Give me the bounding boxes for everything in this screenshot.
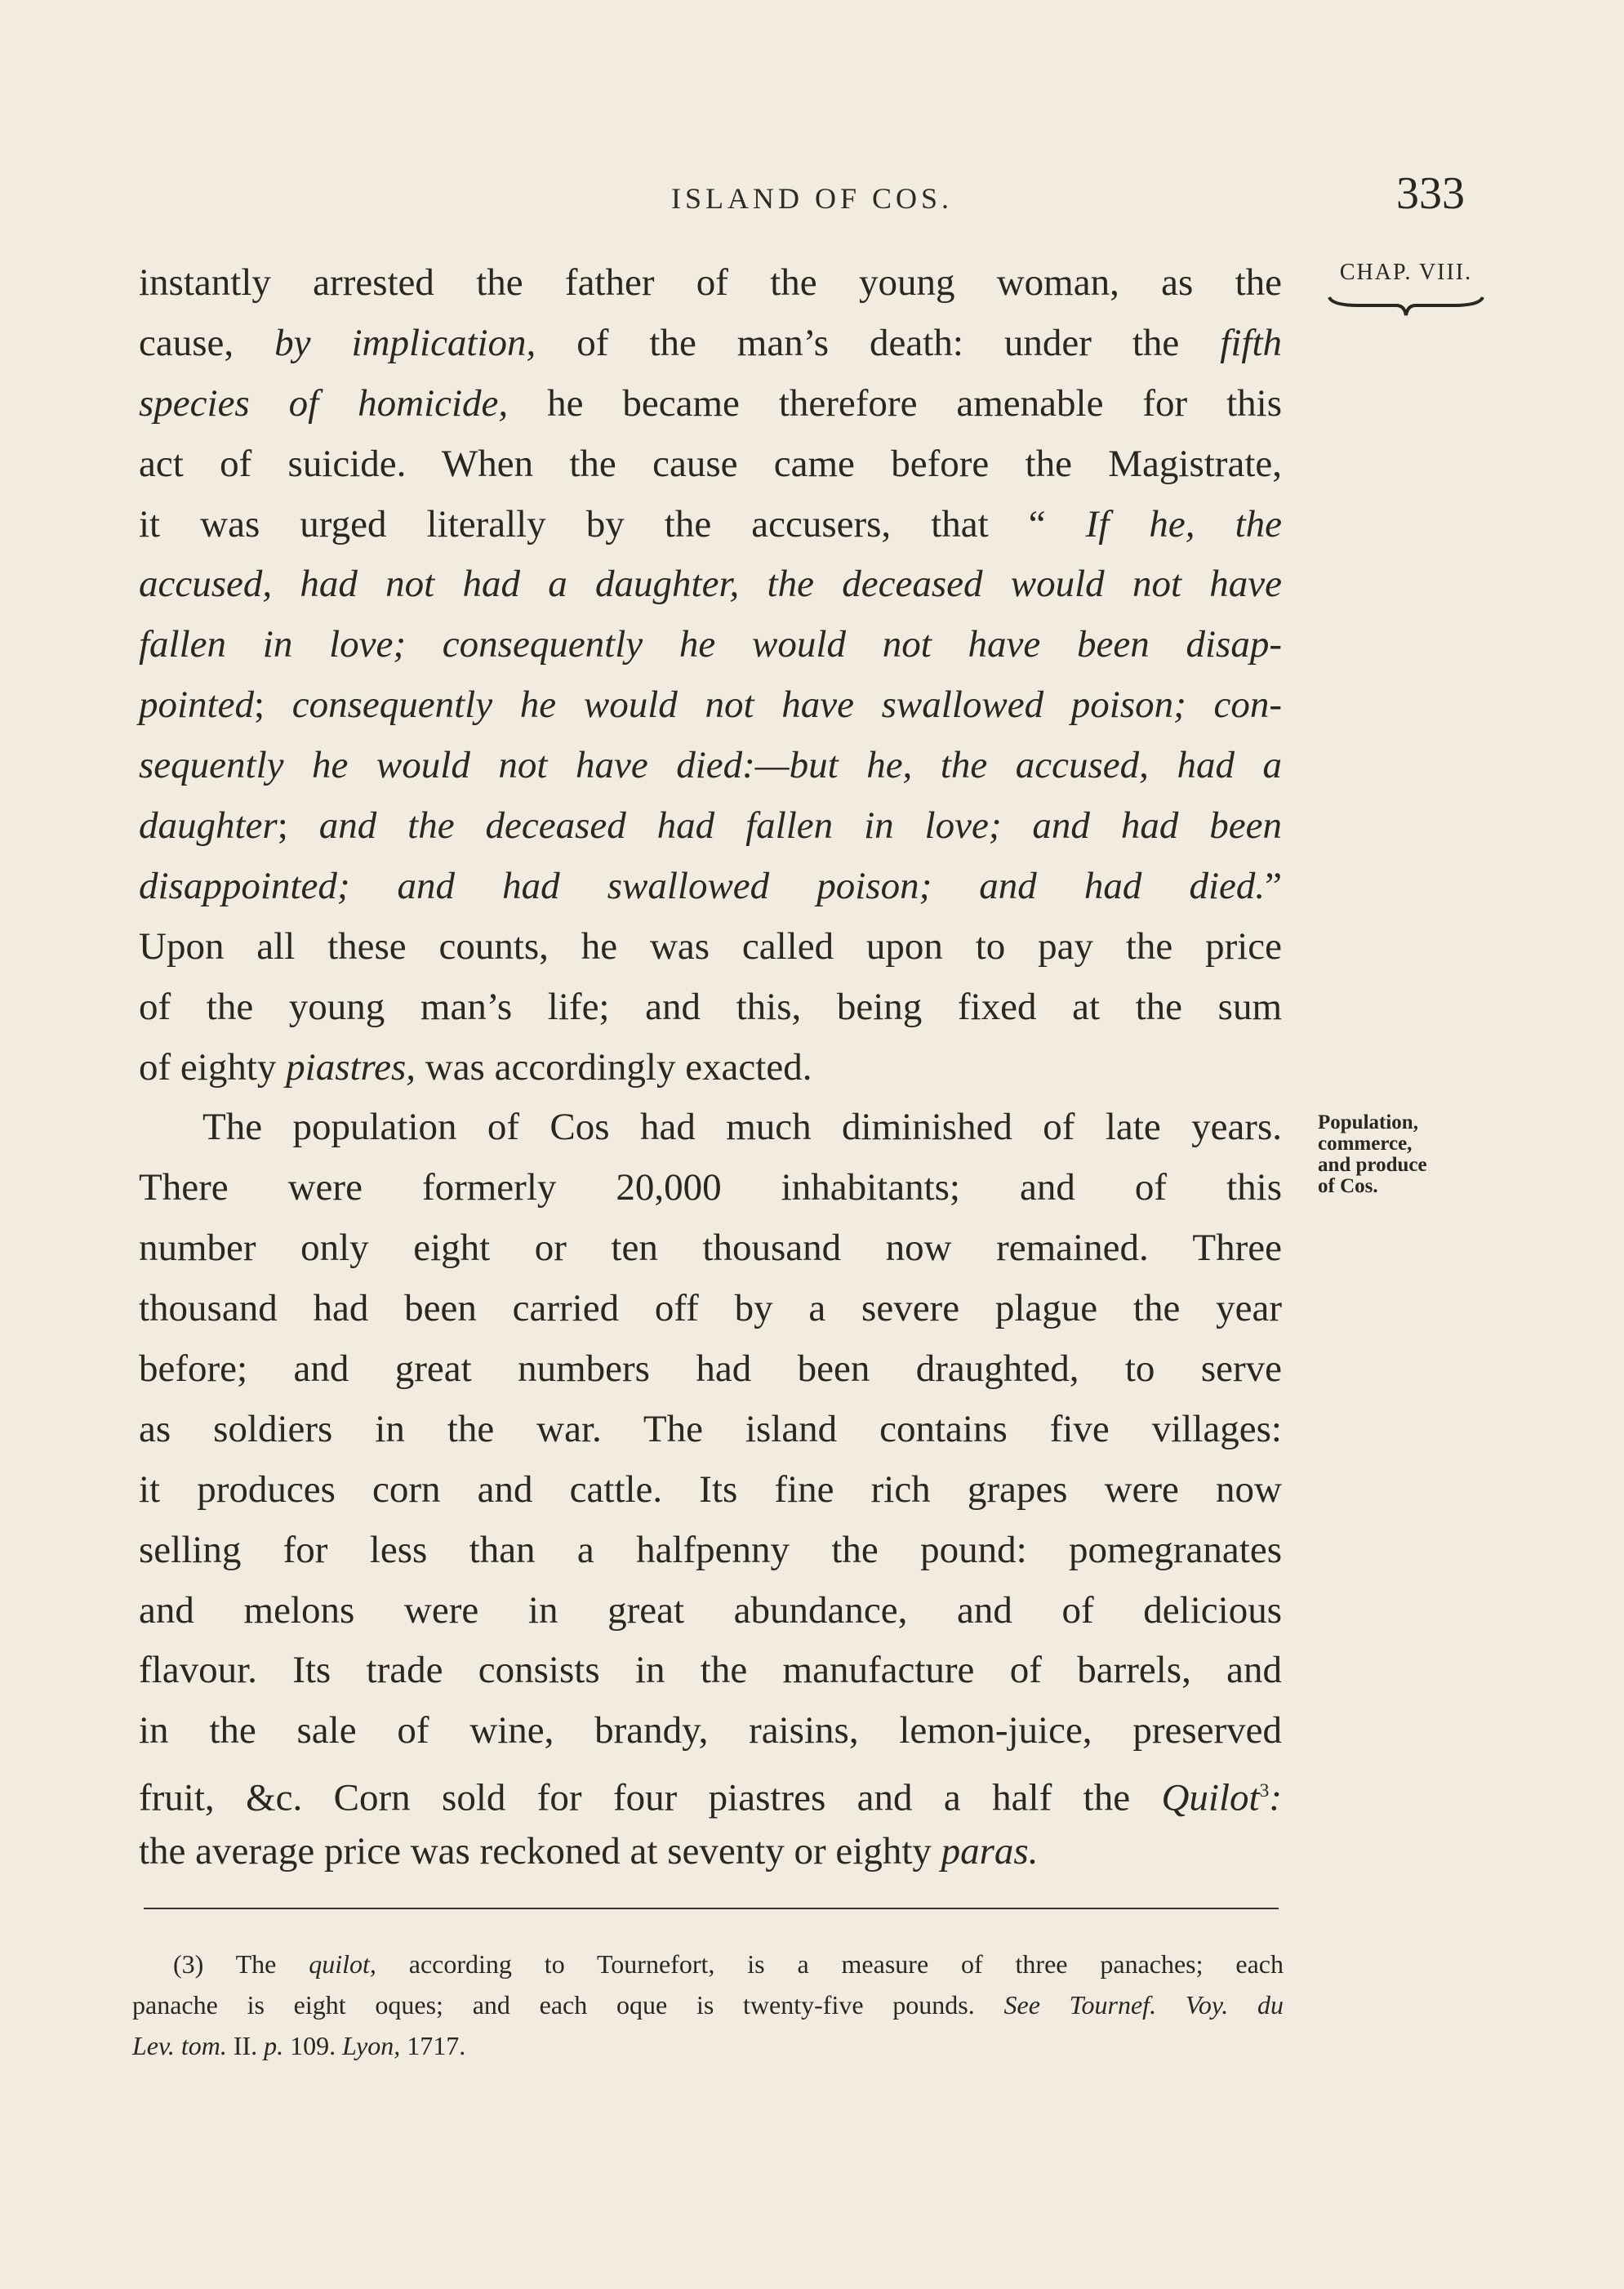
text-line: The population of Cos had much diminished of late years. xyxy=(202,1106,1282,1149)
footnote-line: panache is eight oques; and each oque is twenty-five pounds. See Tournef. Voy. du xyxy=(132,1990,1284,2020)
text-line: act of suicide. When the cause came before the Magistrate, xyxy=(139,442,1282,485)
text-line: daughter; and the deceased had fallen in love; and had been xyxy=(139,804,1282,848)
text-line: it produces corn and cattle. Its fine rich grapes were now xyxy=(139,1467,1282,1511)
footnote-rule xyxy=(144,1908,1279,1909)
body-text xyxy=(139,253,1282,1882)
text-line: fruit, &c. Corn sold for four piastres and a half the Quilot$^3$: xyxy=(139,1776,1282,1819)
marginal-note-line: and produce xyxy=(1318,1154,1427,1176)
chapter-marker: CHAP. VIII. xyxy=(1339,260,1473,285)
footnote xyxy=(132,1944,1284,2066)
text-line: in the sale of wine, brandy, raisins, lemon-juice, preserved xyxy=(139,1709,1282,1752)
text-line: pointed; consequently he would not have swallowed poison; con- xyxy=(139,684,1283,727)
text-line: sequently he would not have died:—but he, the accused, had a xyxy=(139,744,1282,787)
text-line: fallen in love; consequently he would not have been disap- xyxy=(139,623,1282,666)
text-line: There were formerly 20,000 inhabitants; and of this xyxy=(139,1166,1282,1209)
text-line: number only eight or ten thousand now remained. Three xyxy=(139,1227,1282,1270)
text-line: of the young man’s life; and this, being fixed at the sum xyxy=(139,985,1282,1028)
text-line: and melons were in great abundance, and of delicious xyxy=(139,1588,1282,1632)
text-line: before; and great numbers had been draughted, to serve xyxy=(139,1347,1282,1391)
footnote-line: Lev. tom. II. p. 109. Lyon, 1717. xyxy=(132,2031,466,2060)
text-line: flavour. Its trade consists in the manufacture of barrels, and xyxy=(139,1649,1282,1692)
running-head: ISLAND OF COS. xyxy=(670,182,954,215)
text-line: thousand had been carried off by a severe plague the year xyxy=(139,1287,1282,1330)
text-line: the average price was reckoned at seventy or eighty paras. xyxy=(139,1830,1039,1873)
brace-icon xyxy=(1326,294,1486,318)
page-number: 333 xyxy=(1396,168,1465,219)
marginal-note-line: Population, xyxy=(1318,1111,1418,1133)
text-line: it was urged literally by the accusers, that “ If he, the xyxy=(139,502,1282,546)
text-line: accused, had not had a daughter, the deceased would not have xyxy=(139,563,1282,606)
marginal-note xyxy=(1318,1112,1481,1197)
footnote-line: (3) The quilot, according to Tournefort, is a measure of three panaches; each xyxy=(173,1949,1284,1979)
text-line: cause, by implication, of the man’s death: under the fifth xyxy=(139,321,1282,364)
text-line: selling for less than a halfpenny the pound: pomegranates xyxy=(139,1528,1282,1571)
text-line: species of homicide, he became therefore amenable for this xyxy=(139,381,1283,425)
marginal-note-line: commerce, xyxy=(1318,1133,1413,1155)
text-line: instantly arrested the father of the young woman, as the xyxy=(139,261,1282,304)
marginal-note-line: of Cos. xyxy=(1318,1175,1378,1197)
text-line: as soldiers in the war. The island contains five villages: xyxy=(139,1407,1282,1450)
text-line: Upon all these counts, he was called upon to pay the price xyxy=(139,924,1282,968)
text-line: disappointed; and had swallowed poison; and had died.” xyxy=(139,864,1282,907)
text-line: of eighty piastres, was accordingly exacted. xyxy=(139,1045,812,1089)
